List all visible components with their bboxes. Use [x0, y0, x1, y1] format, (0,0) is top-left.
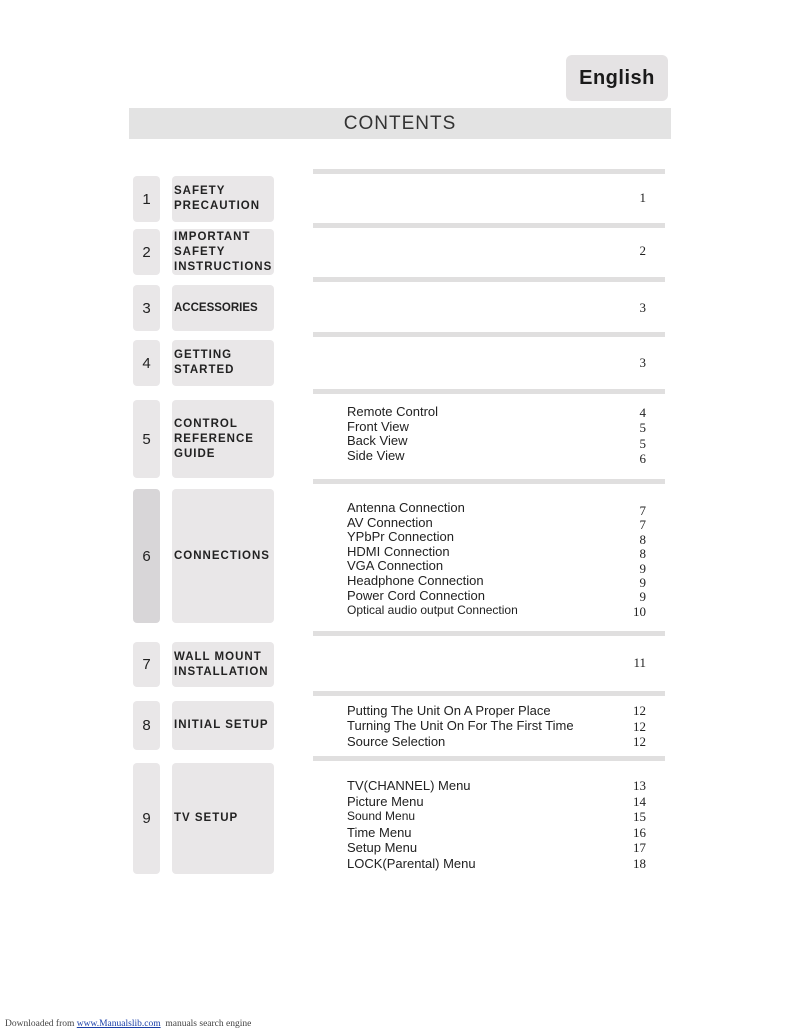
page-number: 4: [639, 405, 646, 420]
page-number: 13: [633, 778, 646, 793]
section-divider: [313, 277, 665, 282]
subtopic-item[interactable]: Side View: [347, 447, 405, 463]
section-title[interactable]: CONNECTIONS: [172, 489, 274, 623]
section-title[interactable]: IMPORTANT SAFETY INSTRUCTIONS: [172, 229, 274, 275]
section-number: 4: [133, 340, 160, 386]
footer-prefix: Downloaded from: [5, 1019, 77, 1029]
manualslib-link[interactable]: www.Manualslib.com: [76, 1019, 161, 1029]
page-number: 17: [633, 840, 646, 855]
page-number: 9: [639, 560, 646, 576]
section-number: 1: [133, 176, 160, 222]
section-title[interactable]: ACCESSORIES: [172, 285, 274, 331]
subtopic-item[interactable]: AV Connection: [347, 514, 433, 530]
subtopic-item[interactable]: Antenna Connection: [347, 500, 465, 515]
page-number: 7: [639, 517, 646, 533]
subtopic-item[interactable]: Source Selection: [347, 733, 446, 749]
page-numbers: [620, 504, 646, 619]
subtopic-item[interactable]: Sound Menu: [347, 809, 416, 823]
page-number: 5: [639, 435, 646, 451]
section-divider: [313, 169, 665, 174]
page-number: 2: [639, 243, 646, 258]
page-numbers: [620, 778, 646, 871]
section-number: 2: [133, 229, 160, 275]
page-number: 8: [639, 531, 646, 547]
page-number: 1: [639, 190, 646, 205]
section-divider: [313, 631, 665, 636]
page-number: 10: [633, 603, 646, 619]
section-title[interactable]: GETTING STARTED: [172, 340, 274, 386]
page-number: 12: [633, 734, 646, 750]
subtopic-item[interactable]: VGA Connection: [347, 558, 444, 574]
subtopic-item[interactable]: Setup Menu: [347, 840, 418, 855]
section-title[interactable]: CONTROL REFERENCE GUIDE: [172, 400, 274, 478]
section-title[interactable]: INITIAL SETUP: [172, 701, 274, 750]
subtopic-list: [347, 405, 597, 463]
language-badge: English: [566, 55, 668, 101]
page-numbers: [620, 405, 646, 466]
page-number: 9: [639, 589, 646, 605]
subtopic-item[interactable]: Time Menu: [347, 824, 412, 840]
download-footer: [5, 1019, 251, 1029]
page-number: 6: [639, 450, 646, 466]
section-title[interactable]: SAFETY PRECAUTION: [172, 176, 274, 222]
subtopic-list: [347, 778, 597, 871]
page-number: 7: [639, 503, 646, 518]
page-number: 3: [639, 300, 646, 315]
section-number: 3: [133, 285, 160, 331]
subtopic-item[interactable]: Back View: [347, 433, 408, 449]
page-number: 5: [639, 420, 646, 436]
subtopic-item[interactable]: Optical audio output Connection: [347, 603, 518, 618]
subtopic-item[interactable]: TV(CHANNEL) Menu: [347, 778, 471, 793]
page-number: 8: [639, 546, 646, 562]
contents-heading: CONTENTS: [129, 108, 671, 139]
section-title[interactable]: TV SETUP: [172, 763, 274, 874]
subtopic-item[interactable]: Turning The Unit On For The First Time: [347, 718, 574, 734]
subtopic-item[interactable]: Headphone Connection: [347, 572, 484, 588]
subtopic-item[interactable]: Picture Menu: [347, 793, 424, 809]
section-divider: [313, 223, 665, 228]
section-title[interactable]: WALL MOUNT INSTALLATION: [172, 642, 274, 687]
section-number: 6: [133, 489, 160, 623]
page-numbers: [620, 703, 646, 750]
page-number: 16: [633, 824, 646, 840]
subtopic-item[interactable]: YPbPr Connection: [347, 529, 454, 545]
subtopic-list: [347, 501, 597, 618]
section-divider: [313, 756, 665, 761]
page-number: 15: [633, 809, 646, 824]
subtopic-item[interactable]: Putting The Unit On A Proper Place: [347, 703, 551, 718]
page-number: 9: [639, 575, 646, 591]
page-number: 18: [633, 855, 646, 871]
section-number: 8: [133, 701, 160, 750]
section-number: 7: [133, 642, 160, 687]
section-divider: [313, 479, 665, 484]
subtopic-item[interactable]: HDMI Connection: [347, 543, 450, 559]
section-divider: [313, 691, 665, 696]
section-divider: [313, 332, 665, 337]
subtopic-item[interactable]: Remote Control: [347, 404, 439, 419]
footer-suffix: manuals search engine: [160, 1019, 252, 1029]
page-number: 11: [633, 655, 646, 670]
page-number: 3: [639, 355, 646, 370]
section-number: 9: [133, 763, 160, 874]
page-number: 12: [633, 718, 646, 734]
page-number: 14: [633, 793, 646, 809]
section-number: 5: [133, 400, 160, 478]
subtopic-list: [347, 703, 597, 749]
section-divider: [313, 389, 665, 394]
subtopic-item[interactable]: LOCK(Parental) Menu: [347, 855, 476, 871]
subtopic-item[interactable]: Power Cord Connection: [347, 587, 486, 603]
subtopic-item[interactable]: Front View: [347, 418, 409, 434]
page-number: 12: [633, 703, 646, 718]
